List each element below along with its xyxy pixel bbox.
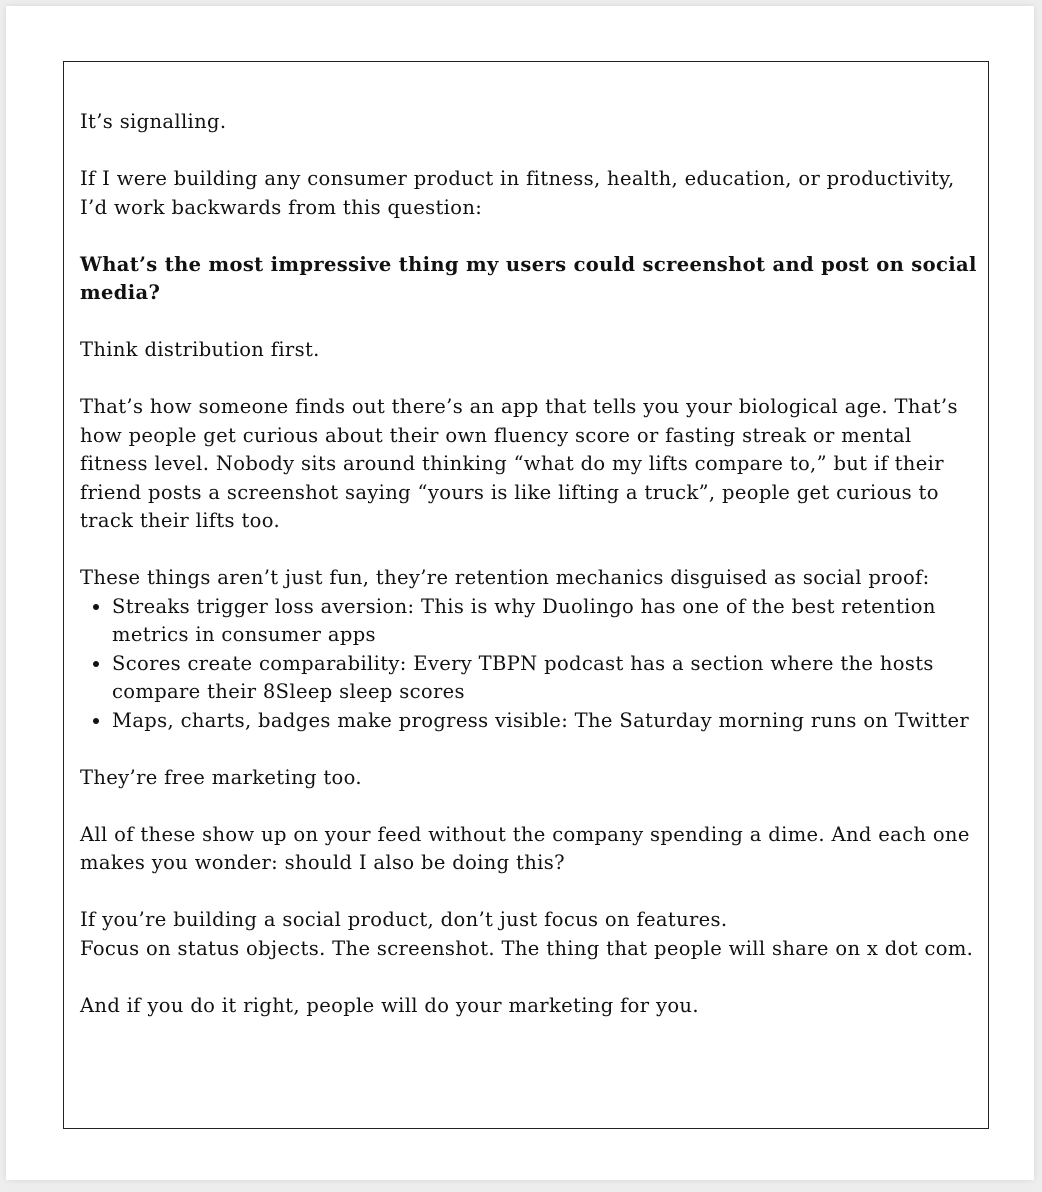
paragraph-work-backwards: If I were building any consumer product in fitness, health, education, or productivity, I’d work backwards from this question:: [80, 167, 955, 219]
paragraph-retention-intro: These things aren’t just fun, they’re retention mechanics disguised as social proof:: [80, 566, 930, 589]
paragraph-feed: All of these show up on your feed without the company spending a dime. And each one makes you wonder: should I also be doing this?: [80, 822, 970, 874]
document-body: [80, 108, 980, 1049]
list-item: • Streaks trigger loss aversion: This is why Duolingo has one of the best retention metrics in consumer apps: [112, 593, 980, 650]
paragraph-curiosity: That’s how someone finds out there’s an app that tells you your biological age. That’s how people get curious about their own fluency score or fasting streak or mental fitness level. Nobody sits around thinking “what do my lifts compare to,” but if their friend posts a screenshot saying “yours is like lifting a truck”, people get curious to track their lifts too.: [80, 395, 958, 532]
status-line-2: Focus on status objects. The screenshot. The thing that people will share on x dot com.: [80, 936, 974, 960]
list-item: • Scores create comparability: Every TBPN podcast has a section where the hosts compare their 8Sleep sleep scores: [112, 650, 980, 707]
status-line-1: If you’re building a social product, don’t just focus on features.: [80, 908, 728, 931]
paragraph-distribution-first: Think distribution first.: [80, 338, 320, 361]
document-frame: [63, 61, 989, 1129]
paragraph-status-objects: [80, 906, 980, 963]
paragraph-signalling: It’s signalling.: [80, 110, 227, 133]
page-background: [6, 6, 1034, 1180]
paragraph-closing: And if you do it right, people will do your marketing for you.: [80, 993, 699, 1017]
paragraph-free-marketing: They’re free marketing too.: [80, 765, 362, 789]
paragraph-key-question: What’s the most impressive thing my users could screenshot and post on social media?: [80, 252, 977, 304]
retention-bullet-list: [80, 593, 980, 736]
list-item: • Maps, charts, badges make progress visible: The Saturday morning runs on Twitter: [112, 707, 980, 736]
